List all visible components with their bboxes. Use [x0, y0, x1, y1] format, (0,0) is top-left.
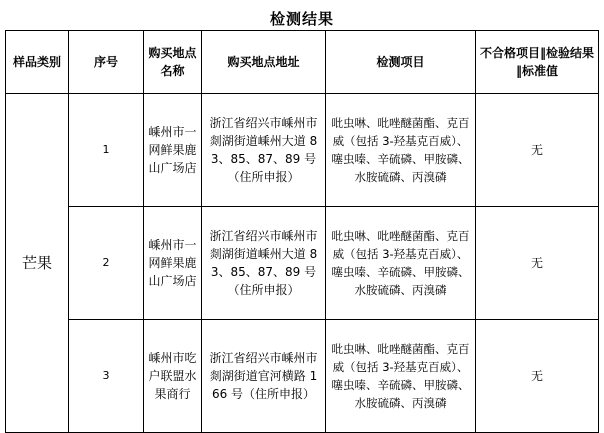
header-category: 样品类别: [6, 31, 69, 94]
items-cell: 吡虫啉、吡唑醚菌酯、克百威（包括 3-羟基克百威）、噻虫嗪、辛硫磷、甲胺磷、水胺硫磷、丙溴磷: [326, 207, 476, 320]
result-cell: 无: [476, 94, 599, 207]
page-title: 检测结果: [269, 10, 334, 28]
seq-cell: 2: [69, 207, 144, 320]
store-cell: 嵊州市一网鲜果鹿山广场店: [144, 207, 202, 320]
header-seq: 序号: [69, 31, 144, 94]
store-cell: 嵊州市一网鲜果鹿山广场店: [144, 94, 202, 207]
items-cell: 吡虫啉、吡唑醚菌酯、克百威（包括 3-羟基克百威）、噻虫嗪、辛硫磷、甲胺磷、水胺硫磷、丙溴磷: [326, 94, 476, 207]
table-row: [6, 207, 599, 320]
table-row: [6, 320, 599, 433]
seq-cell: 3: [69, 320, 144, 433]
table-row: [6, 94, 599, 207]
results-table: [5, 30, 599, 433]
category-cell: 芒果: [6, 94, 69, 433]
items-cell: 吡虫啉、吡唑醚菌酯、克百威（包括 3-羟基克百威）、噻虫嗪、辛硫磷、甲胺磷、水胺硫磷、丙溴磷: [326, 320, 476, 433]
header-result: 不合格项目‖检验结果‖标准值: [476, 31, 599, 94]
address-cell: 浙江省绍兴市嵊州市剡湖街道嵊州大道 83、85、87、89 号（住所申报）: [202, 94, 326, 207]
store-cell: 嵊州市吃户联盟水果商行: [144, 320, 202, 433]
result-cell: 无: [476, 207, 599, 320]
address-cell: 浙江省绍兴市嵊州市剡湖街道官河横路 166 号（住所申报）: [202, 320, 326, 433]
address-cell: 浙江省绍兴市嵊州市剡湖街道嵊州大道 83、85、87、89 号（住所申报）: [202, 207, 326, 320]
header-items: 检测项目: [326, 31, 476, 94]
header-store: 购买地点名称: [144, 31, 202, 94]
header-address: 购买地点地址: [202, 31, 326, 94]
header-row: [6, 31, 599, 94]
seq-cell: 1: [69, 94, 144, 207]
result-cell: 无: [476, 320, 599, 433]
